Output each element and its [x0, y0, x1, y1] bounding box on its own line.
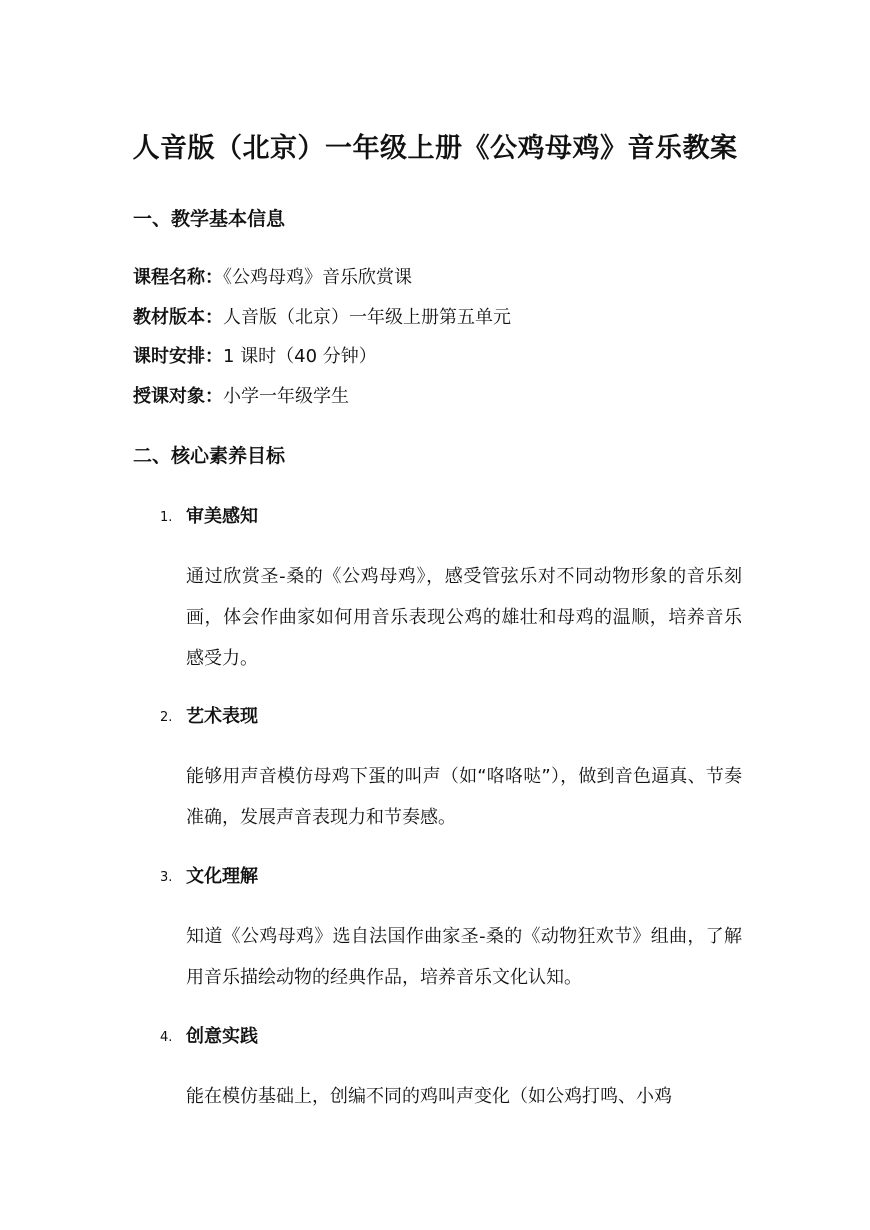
- info-line-schedule: [133, 344, 377, 370]
- info-key: 教材版本：: [133, 307, 223, 328]
- list-number: 4.: [160, 1030, 173, 1045]
- goal-title: 审美感知: [186, 506, 258, 527]
- goal-paragraph-creative: 能在模仿基础上，创编不同的鸡叫声变化（如公鸡打鸣、小鸡: [186, 1086, 672, 1107]
- info-key: 授课对象：: [133, 386, 223, 407]
- info-line-audience: [133, 384, 349, 410]
- goal-paragraph-performance: 能够用声音模仿母鸡下蛋的叫声（如“咯咯哒”），做到音色逼真、节奏准确，发展声音表现力和节奏感。: [186, 766, 742, 828]
- info-key: 课时安排：: [133, 346, 223, 367]
- goal-paragraph-culture: 知道《公鸡母鸡》选自法国作曲家圣-桑的《动物狂欢节》组曲，了解用音乐描绘动物的经典作品，培养音乐文化认知。: [186, 926, 742, 988]
- info-line-textbook: [133, 305, 511, 331]
- info-value: 人音版（北京）一年级上册第五单元: [223, 307, 511, 328]
- list-number: 2.: [160, 710, 173, 725]
- document-title: 人音版（北京）一年级上册《公鸡母鸡》音乐教案: [132, 133, 738, 164]
- goal-heading-performance: [160, 704, 258, 731]
- section-heading-core-goals: 二、核心素养目标: [133, 445, 286, 467]
- section-heading-basic-info: 一、教学基本信息: [133, 208, 286, 230]
- goal-paragraph-aesthetic: 通过欣赏圣-桑的《公鸡母鸡》，感受管弦乐对不同动物形象的音乐刻画，体会作曲家如何用音乐表现公鸡的雄壮和母鸡的温顺，培养音乐感受力。: [186, 566, 742, 669]
- info-value: 小学一年级学生: [223, 386, 349, 407]
- list-number: 1.: [160, 510, 173, 525]
- goal-heading-aesthetic: [160, 504, 258, 531]
- list-number: 3.: [160, 870, 173, 885]
- info-value: 《公鸡母鸡》音乐欣赏课: [223, 267, 412, 288]
- goal-title: 艺术表现: [186, 706, 258, 727]
- goal-heading-culture: [160, 864, 258, 891]
- info-value: 1 课时（40 分钟）: [223, 346, 377, 367]
- info-line-course-name: [133, 265, 412, 291]
- goal-title: 创意实践: [186, 1026, 258, 1047]
- goal-title: 文化理解: [186, 866, 258, 887]
- info-key: 课程名称：: [133, 267, 223, 288]
- goal-heading-creative: [160, 1024, 258, 1051]
